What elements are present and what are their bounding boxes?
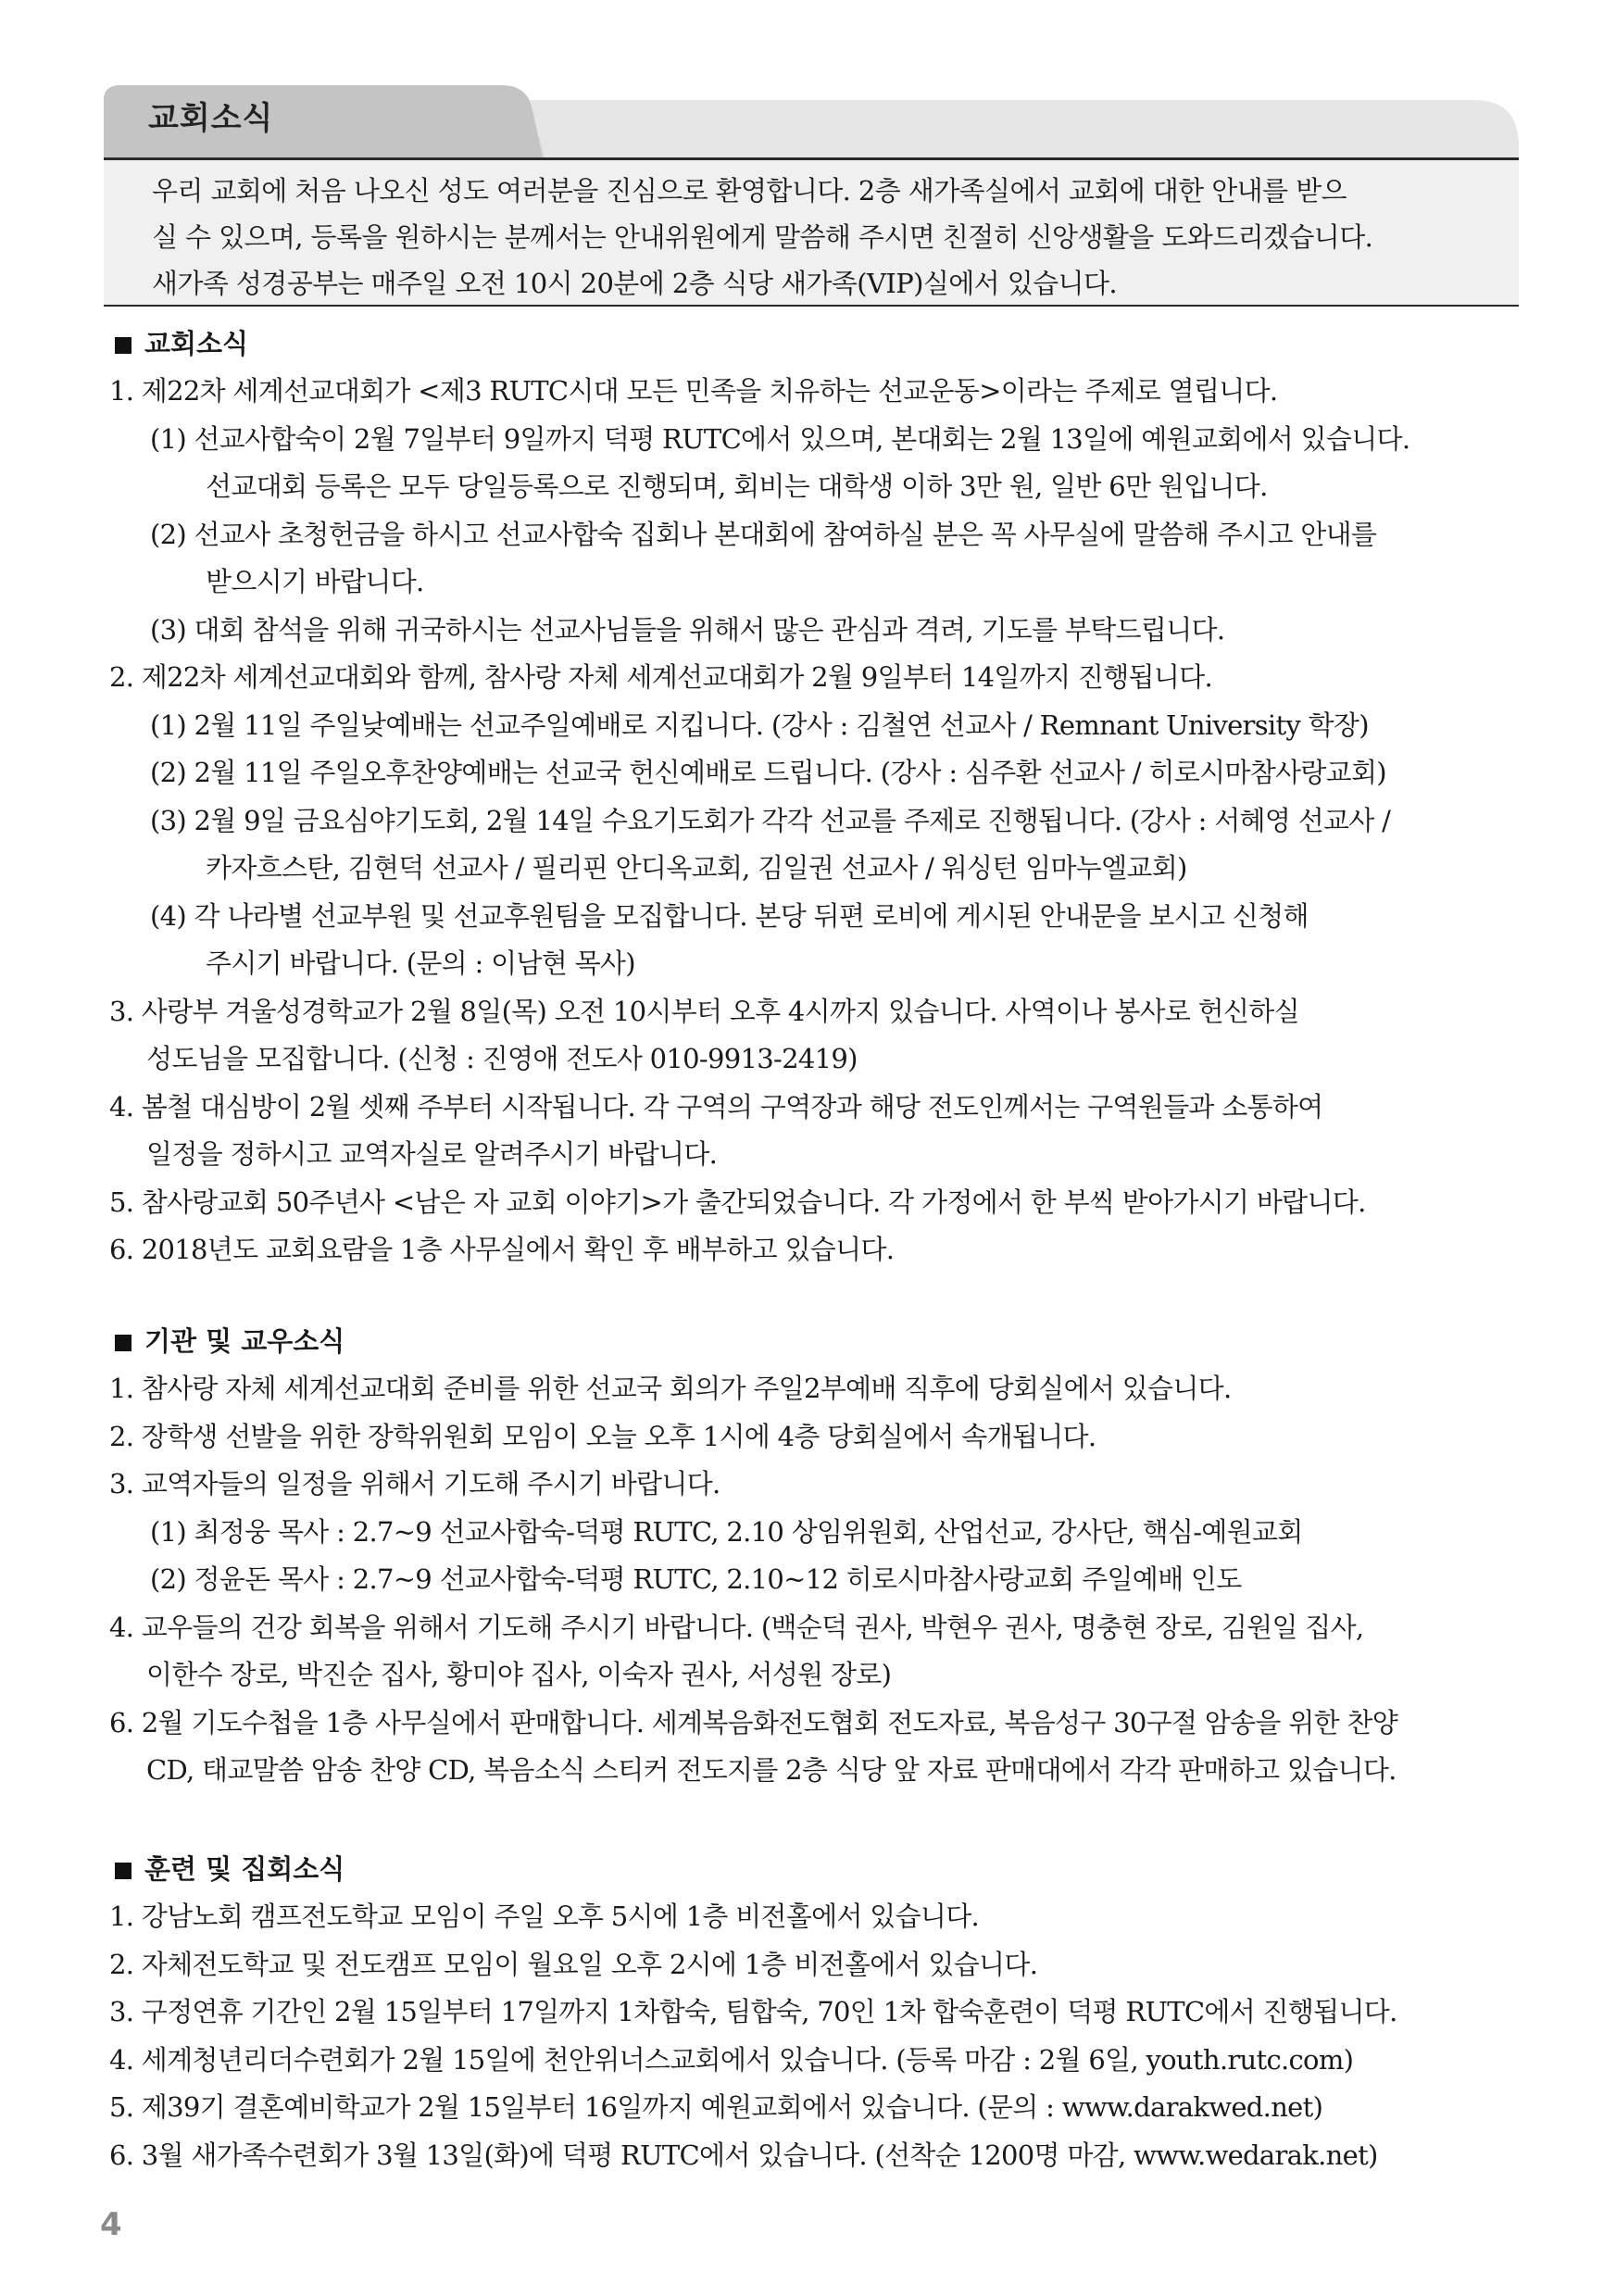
news-item: 2. 제22차 세계선교대회와 함께, 참사랑 자체 세계선교대회가 2월 9일부터 14일까지 진행됩니다. xyxy=(109,661,1212,693)
news-item-cont: CD, 태교말씀 암송 찬양 CD, 복음소식 스티커 전도지를 2층 식당 앞 자료 판매대에서 각각 판매하고 있습니다. xyxy=(146,1754,1397,1786)
page-number: 4 xyxy=(100,2206,122,2243)
section-title xyxy=(104,320,1548,368)
section-title-text: 기관 및 교우소식 xyxy=(144,1325,345,1357)
square-bullet-icon xyxy=(115,337,132,354)
news-item: 6. 2018년도 교회요람을 1층 사무실에서 확인 후 배부하고 있습니다. xyxy=(109,1234,895,1265)
news-item: 1. 제22차 세계선교대회가 <제3 RUTC시대 모든 민족을 치유하는 선교운동>이라는 주제로 열립니다. xyxy=(109,375,1278,407)
news-subitem-cont: 주시기 바랍니다. (문의 : 이남현 목사) xyxy=(206,947,635,979)
welcome-line: 우리 교회에 처음 나오신 성도 여러분을 진심으로 환영합니다. 2층 새가족실에서 교회에 대한 안내를 받으 xyxy=(152,175,1347,207)
members-news-section xyxy=(104,1317,1548,1795)
section-header-bar xyxy=(104,82,1519,157)
page-title: 교회소식 xyxy=(148,100,274,137)
news-subitem-cont: 받으시기 바랍니다. xyxy=(206,566,424,597)
news-item: 1. 참사랑 자체 세계선교대회 준비를 위한 선교국 회의가 주일2부예배 직후에 당회실에서 있습니다. xyxy=(109,1373,1232,1404)
news-item: 6. 3월 새가족수련회가 3월 13일(화)에 덕평 RUTC에서 있습니다. (선착순 1200명 마감, www.wedarak.net) xyxy=(109,2139,1378,2171)
news-item: 2. 장학생 선발을 위한 장학위원회 모임이 오늘 오후 1시에 4층 당회실에서 속개됩니다. xyxy=(109,1420,1096,1452)
square-bullet-icon xyxy=(115,1863,132,1879)
news-item: 4. 봄철 대심방이 2월 셋째 주부터 시작됩니다. 각 구역의 구역장과 해당 전도인께서는 구역원들과 소통하여 xyxy=(109,1090,1323,1123)
news-item: 2. 자체전도학교 및 전도캠프 모임이 월요일 오후 2시에 1층 비전홀에서 있습니다. xyxy=(109,1948,1038,1980)
news-item: 3. 구정연휴 기간인 2월 15일부터 17일까지 1차합숙, 팀합숙, 70인 1차 합숙훈련이 덕평 RUTC에서 진행됩니다. xyxy=(109,1996,1397,2027)
news-item-cont: 이한수 장로, 박진순 집사, 황미야 집사, 이숙자 권사, 서성원 장로) xyxy=(146,1659,892,1690)
news-subitem: (3) 대회 참석을 위해 귀국하시는 선교사님들을 위해서 많은 관심과 격려, 기도를 부탁드립니다. xyxy=(150,613,1225,646)
section-title-text: 교회소식 xyxy=(144,328,249,359)
news-item: 5. 제39기 결혼예비학교가 2월 15일부터 16일까지 예원교회에서 있습니다. (문의 : www.darakwed.net) xyxy=(109,2091,1323,2123)
news-subitem-cont: 선교대회 등록은 모두 당일등록으로 진행되며, 회비는 대학생 이하 3만 원, 일반 6만 원입니다. xyxy=(206,470,1268,502)
news-subitem: (2) 선교사 초청헌금을 하시고 선교사합숙 집회나 본대회에 참여하실 분은 꼭 사무실에 말씀해 주시고 안내를 xyxy=(150,518,1377,550)
section-title-text: 훈련 및 집회소식 xyxy=(144,1853,345,1885)
news-subitem: (2) 정윤돈 목사 : 2.7~9 선교사합숙-덕평 RUTC, 2.10~12 히로시마참사랑교회 주일예배 인도 xyxy=(150,1563,1242,1595)
news-item: 1. 강남노회 캠프전도학교 모임이 주일 오후 5시에 1층 비전홀에서 있습니다. xyxy=(109,1901,980,1932)
welcome-box xyxy=(104,160,1519,307)
header-tab-shape xyxy=(104,82,1519,157)
news-subitem: (2) 2월 11일 주일오후찬양예배는 선교국 헌신예배로 드립니다. (강사 : 심주환 선교사 / 히로시마참사랑교회) xyxy=(150,757,1386,788)
square-bullet-icon xyxy=(115,1335,132,1351)
news-item: 4. 교우들의 건강 회복을 위해서 기도해 주시기 바랍니다. (백순덕 권사, 박현우 권사, 명충현 장로, 김원일 집사, xyxy=(109,1611,1364,1643)
news-subitem: (1) 최정웅 목사 : 2.7~9 선교사합숙-덕평 RUTC, 2.10 상임위원회, 산업선교, 강사단, 핵심-예원교회 xyxy=(150,1515,1303,1548)
news-subitem: (1) 선교사합숙이 2월 7일부터 9일까지 덕평 RUTC에서 있으며, 본대회는 2월 13일에 예원교회에서 있습니다. xyxy=(150,422,1410,455)
news-item-cont: 일정을 정하시고 교역자실로 알려주시기 바랍니다. xyxy=(146,1138,718,1170)
section-title xyxy=(104,1845,1548,1893)
news-subitem: (4) 각 나라별 선교부원 및 선교후원팀을 모집합니다. 본당 뒤편 로비에 게시된 안내문을 보시고 신청해 xyxy=(150,899,1309,932)
news-subitem-cont: 카자흐스탄, 김현덕 선교사 / 필리핀 안디옥교회, 김일권 선교사 / 워싱턴 임마누엘교회) xyxy=(206,852,1187,884)
news-item-cont: 성도님을 모집합니다. (신청 : 진영애 전도사 010-9913-2419) xyxy=(146,1043,858,1074)
welcome-line: 실 수 있으며, 등록을 원하시는 분께서는 안내위원에게 말씀해 주시면 친절히 신앙생활을 도와드리겠습니다. xyxy=(152,221,1373,253)
news-item: 3. 교역자들의 일정을 위해서 기도해 주시기 바랍니다. xyxy=(109,1468,720,1499)
news-subitem: (3) 2월 9일 금요심야기도회, 2월 14일 수요기도회가 각각 선교를 주제로 진행됩니다. (강사 : 서혜영 선교사 / xyxy=(150,804,1391,836)
training-news-section xyxy=(104,1845,1548,2179)
news-item: 4. 세계청년리더수련회가 2월 15일에 천안위너스교회에서 있습니다. (등록 마감 : 2월 6일, youth.rutc.com) xyxy=(109,2043,1354,2076)
news-subitem: (1) 2월 11일 주일낮예배는 선교주일예배로 지킵니다. (강사 : 김철연 선교사 / Remnant University 학장) xyxy=(150,709,1369,741)
news-item: 3. 사랑부 겨울성경학교가 2월 8일(목) 오전 10시부터 오후 4시까지 있습니다. 사역이나 봉사로 헌신하실 xyxy=(109,995,1299,1027)
news-item: 6. 2월 기도수첩을 1층 사무실에서 판매합니다. 세계복음화전도협회 전도자료, 복음성구 30구절 암송을 위한 찬양 xyxy=(109,1706,1398,1738)
welcome-line: 새가족 성경공부는 매주일 오전 10시 20분에 2층 식당 새가족(VIP)실에서 있습니다. xyxy=(152,268,1117,299)
news-item: 5. 참사랑교회 50주년사 <남은 자 교회 이야기>가 출간되었습니다. 각 가정에서 한 부씩 받아가시기 바랍니다. xyxy=(109,1186,1366,1218)
church-news-section xyxy=(104,320,1548,1274)
section-title xyxy=(104,1317,1548,1365)
